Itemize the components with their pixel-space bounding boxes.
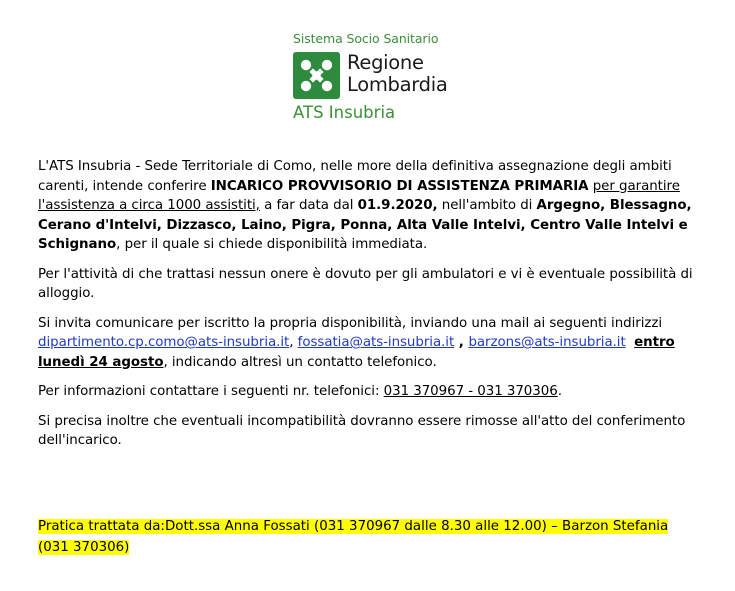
- paragraph-accommodation: Per l'attività di che trattasi nessun onere è dovuto per gli ambulatori e vi è eventuale possibilità di alloggio.: [38, 266, 693, 301]
- regione-lombardia-rosa-camuna-icon: [293, 52, 340, 99]
- ats-insubria-label: ATS Insubria: [293, 103, 396, 122]
- email-link-dipartimento[interactable]: dipartimento.cp.como@ats-insubria.it: [38, 335, 290, 350]
- paragraph-incompatibility: Si precisa inoltre che eventuali incompatibilità dovranno essere rimosse all'atto del conferimento dell'incarico.: [38, 413, 686, 448]
- assignment-title: INCARICO PROVVISORIO DI ASSISTENZA PRIMARIA: [210, 178, 589, 194]
- deadline: entro lunedì 24 agosto: [38, 335, 675, 370]
- paragraph-phone-info: [38, 382, 708, 402]
- p4-text-1: Per informazioni contattare i seguenti nr. telefonici:: [38, 384, 384, 399]
- letter-body: [38, 157, 708, 461]
- phone-numbers: 031 370967 - 031 370306: [383, 384, 558, 399]
- p1-text-3: nell'ambito di: [437, 198, 537, 213]
- p3-text-3: , indicando altresì un contatto telefonico.: [163, 354, 437, 370]
- p1-text-1: L'ATS Insubria - Sede Territoriale di Como, nelle more della definitiva assegnazione degli ambiti carenti, intende conferire: [38, 159, 672, 194]
- brand-name: [347, 52, 448, 96]
- p3-separator-1: ,: [289, 335, 298, 350]
- p3-text-2: [626, 335, 634, 350]
- p3-separator-2: ,: [454, 335, 469, 350]
- email-link-fossati[interactable]: fossatia@ats-insubria.it: [297, 335, 455, 350]
- brand-line-2: Lombardia: [347, 73, 448, 96]
- email-link-barzon[interactable]: barzons@ats-insubria.it: [468, 335, 626, 350]
- paragraph-assignment: [38, 157, 708, 255]
- p1-text-2: a far data dal: [259, 198, 358, 213]
- p4-text-2: .: [557, 384, 562, 399]
- start-date: 01.9.2020,: [357, 198, 438, 213]
- handled-by-note: [38, 516, 678, 558]
- handled-by-text: Pratica trattata da:Dott.ssa Anna Fossati (031 370967 dalle 8.30 alle 12.00) – Barzon Stefania (031 370306): [38, 519, 669, 555]
- letterhead-tagline: Sistema Socio Sanitario: [293, 31, 439, 46]
- p1-text-4: , per il quale si chiede disponibilità immediata.: [116, 237, 428, 252]
- paragraph-contact-email: [38, 314, 708, 373]
- letterhead: [0, 0, 735, 130]
- municipalities-list: Argegno, Blessagno, Cerano d'Intelvi, Dizzasco, Laino, Pigra, Ponna, Alta Valle Intelvi, Centro Valle Intelvi e Schignano: [38, 198, 692, 252]
- assistance-scope: per garantire l'assistenza a circa 1000 assistiti,: [38, 178, 680, 213]
- p3-text-1: Si invita comunicare per iscritto la propria disponibilità, inviando una mail ai seguenti indirizzi: [38, 315, 663, 331]
- brand-line-1: Regione: [347, 51, 424, 74]
